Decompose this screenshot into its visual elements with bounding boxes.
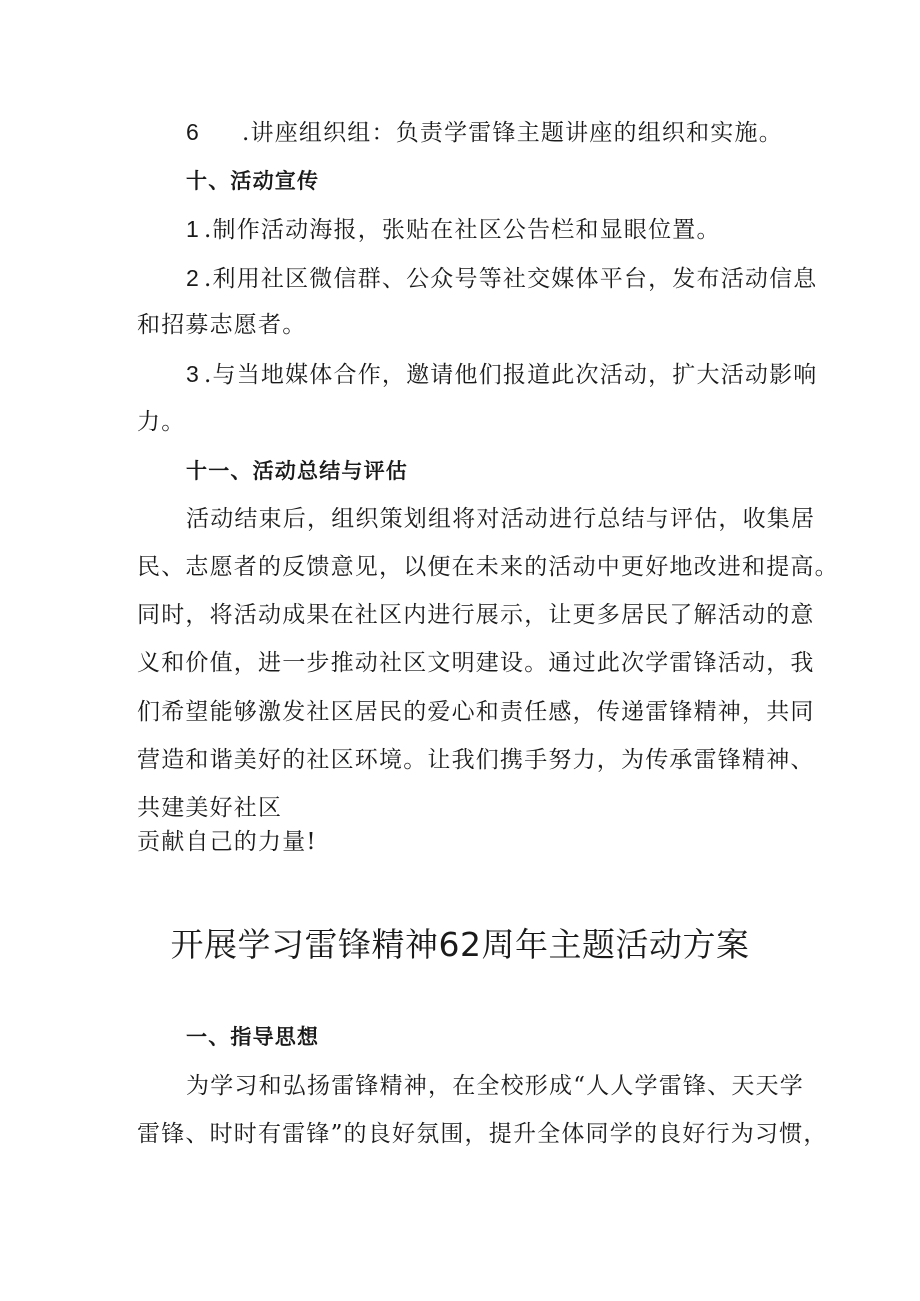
item-text: .利用社区微信群、公众号等社交媒体平台，发布活动信息 bbox=[204, 266, 818, 292]
item-text: .制作活动海报，张贴在社区公告栏和显眼位置。 bbox=[204, 217, 721, 243]
list-item-1 bbox=[186, 214, 721, 245]
paragraph-line: 共建美好社区 bbox=[137, 795, 283, 821]
section-heading-10: 十、活动宣传 bbox=[186, 169, 320, 193]
item-number: 3 bbox=[186, 361, 200, 387]
list-item-3 bbox=[186, 359, 818, 390]
paragraph-line: 营造和谐美好的社区环境。让我们携手努力，为传承雷锋精神、 bbox=[137, 747, 815, 773]
list-item-2-continuation: 和招募志愿者。 bbox=[137, 312, 307, 338]
document-title: 开展学习雷锋精神62周年主题活动方案 bbox=[170, 925, 750, 964]
paragraph-line: 雷锋、时时有雷锋”的良好氛围，提升全体同学的良好行为习惯， bbox=[137, 1121, 828, 1147]
paragraph-line: 民、志愿者的反馈意见，以便在未来的活动中更好地改进和提高。 bbox=[137, 554, 839, 580]
paragraph-line: 贡献自己的力量! bbox=[137, 829, 317, 855]
list-item-2 bbox=[186, 263, 818, 294]
paragraph-line: 们希望能够激发社区居民的爱心和责任感，传递雷锋精神，共同 bbox=[137, 699, 815, 725]
item-number: 1 bbox=[186, 216, 200, 242]
section-heading-11: 十一、活动总结与评估 bbox=[186, 459, 408, 483]
item-number: 2 bbox=[186, 265, 200, 291]
paragraph-line: 活动结束后，组织策划组将对活动进行总结与评估，收集居 bbox=[186, 506, 816, 532]
item-text: .讲座组织组：负责学雷锋主题讲座的组织和实施。 bbox=[242, 120, 783, 146]
item-text: .与当地媒体合作，邀请他们报道此次活动，扩大活动影响 bbox=[204, 362, 818, 388]
item-number: 6 bbox=[186, 119, 200, 145]
paragraph-line: 同时，将活动成果在社区内进行展示，让更多居民了解活动的意 bbox=[137, 602, 815, 628]
paragraph-line: 为学习和弘扬雷锋精神，在全校形成“人人学雷锋、天天学 bbox=[186, 1073, 804, 1099]
list-item-3-continuation: 力。 bbox=[137, 409, 186, 435]
list-item-6 bbox=[186, 117, 783, 148]
section-heading-1: 一、指导思想 bbox=[186, 1025, 320, 1049]
paragraph-line: 义和价值，进一步推动社区文明建设。通过此次学雷锋活动，我 bbox=[137, 650, 815, 676]
